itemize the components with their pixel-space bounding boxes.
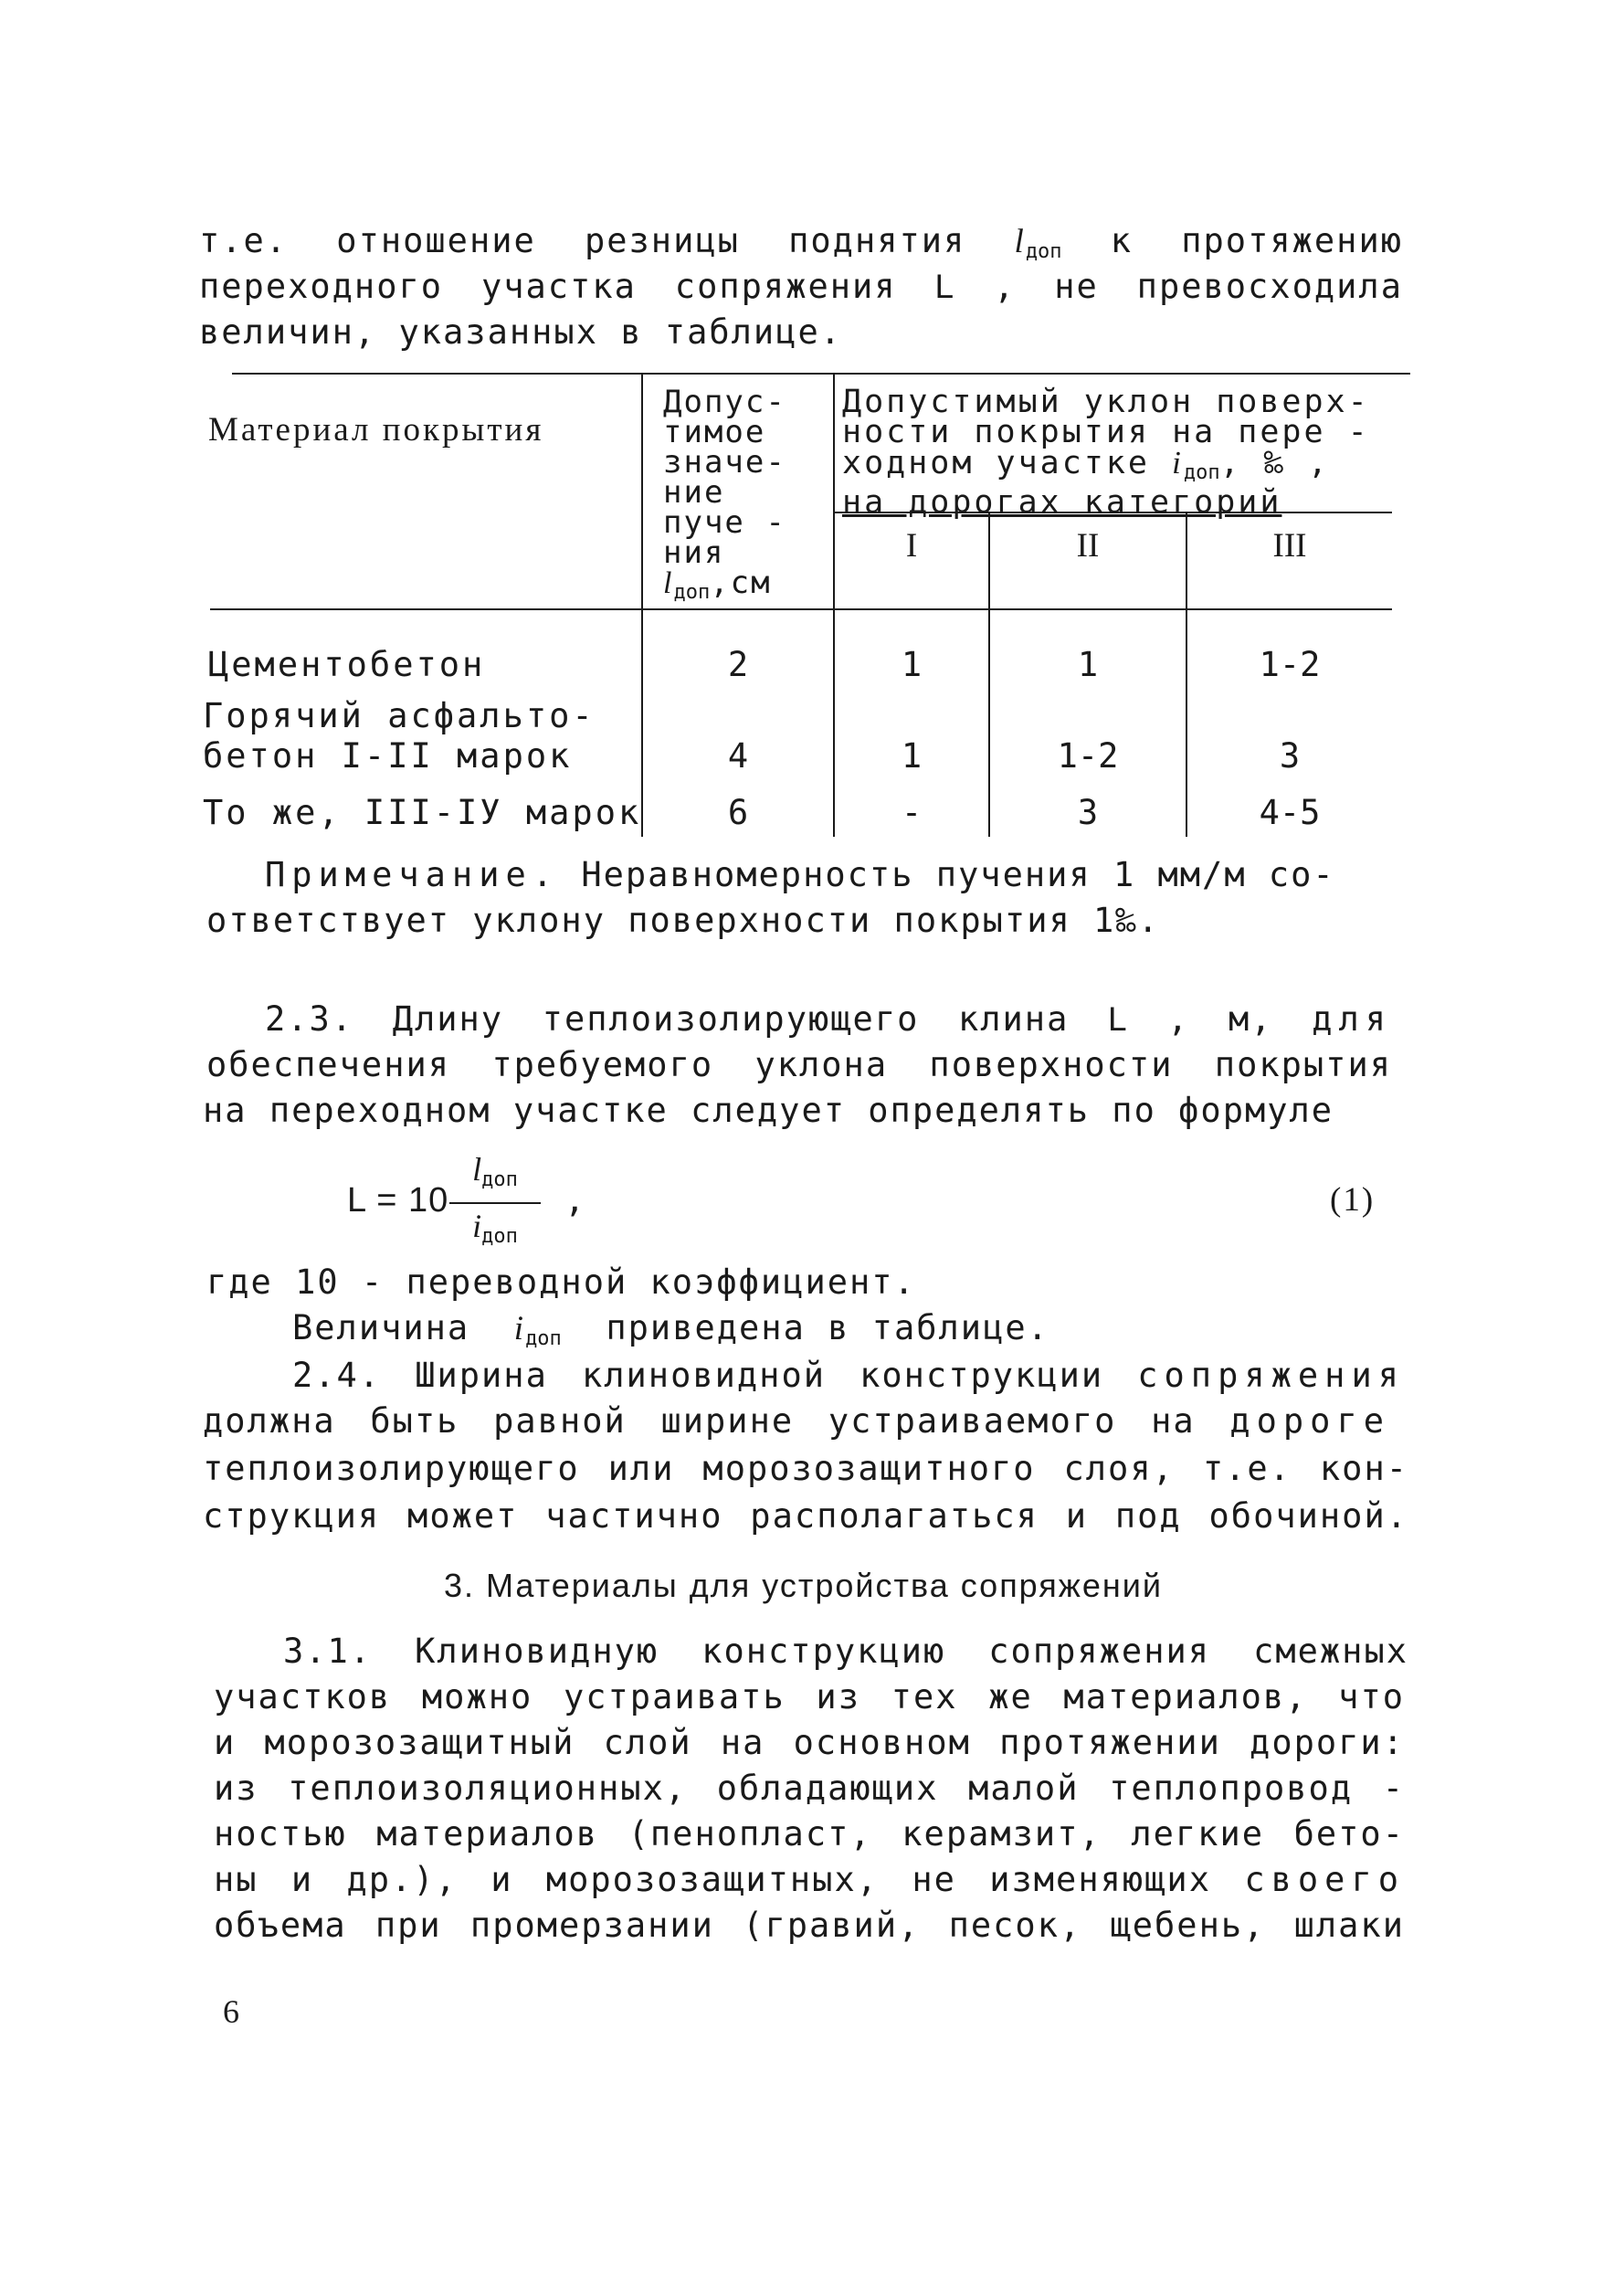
fraction-denominator: $i_{доп}$ <box>472 1208 518 1248</box>
material-line: бетон I-II марок <box>203 736 573 776</box>
p23-text: 2.3. Длину теплоизолирующего клина <box>265 999 1070 1039</box>
p31-line-4 <box>214 1767 1405 1811</box>
after-formula-line-1 <box>206 1261 916 1305</box>
p23-line-2 <box>206 1043 1392 1087</box>
p31-line-6 <box>214 1858 1405 1902</box>
intro-text: т.е. отношение резницы поднятия <box>199 221 966 260</box>
header-line: ния <box>663 534 725 571</box>
after-formula-text: приведена в таблице. <box>606 1308 1049 1347</box>
L-symbol: L <box>1107 1000 1129 1038</box>
header-text: Материал покрытия <box>208 411 544 449</box>
header-line: ние <box>663 474 725 511</box>
intro-text: , не превосходила <box>994 267 1403 306</box>
formula-number: (1) <box>1330 1181 1376 1219</box>
category-2: II <box>1076 527 1100 565</box>
row-3-cat3: 4-5 <box>1259 793 1321 832</box>
row-2-cat2: 1-2 <box>1057 736 1119 776</box>
row-1-cat2: 1 <box>1077 645 1099 684</box>
p31-line-3 <box>214 1721 1405 1765</box>
header-line: значе- <box>663 444 786 481</box>
p24-text: сопряжения <box>1137 1356 1406 1395</box>
intro-line-3 <box>199 311 842 354</box>
p24-text: теплоизолирующего или морозозащитного слоя, т.е. кон- <box>203 1449 1408 1488</box>
p31-text: ны и др.), и морозозащитных, не изменяющих <box>214 1860 1211 1899</box>
formula-fraction <box>449 1149 541 1257</box>
col-slope-header <box>842 384 1370 521</box>
fraction-numerator: $l_{доп}$ <box>472 1151 518 1191</box>
p24-line-2 <box>203 1400 1390 1443</box>
p31-text: и морозозащитный слой на основном протяжении дороги: <box>214 1723 1405 1762</box>
after-formula-line-2 <box>292 1306 1049 1361</box>
header-bottom-rule <box>210 608 1392 610</box>
row-1-cat1: 1 <box>901 645 923 684</box>
p24-line-3 <box>203 1447 1408 1491</box>
l-dop-symbol: $l_{доп}$ <box>1014 223 1062 263</box>
row-1-heave: 2 <box>727 645 749 684</box>
p24-text: должна быть равной ширине устраиваемого на <box>203 1401 1196 1441</box>
header-line: пуче - <box>663 504 786 541</box>
row-2-heave: 4 <box>727 736 749 776</box>
p23-text: для <box>1312 999 1393 1039</box>
note-line-1 <box>265 853 1335 897</box>
after-formula-text: Величина <box>292 1308 470 1347</box>
note-label: Примечание. <box>265 855 560 894</box>
p31-line-1 <box>283 1630 1408 1674</box>
header-line: ности покрытия на пере - <box>842 414 1370 450</box>
row-3-heave: 6 <box>727 793 749 832</box>
header-line: ходном участке $i_{доп}$, ‰ , <box>842 445 1330 484</box>
p31-line-5 <box>214 1812 1405 1856</box>
intro-line-2 <box>199 265 1403 309</box>
p31-text: своего <box>1244 1860 1405 1899</box>
intro-text: переходного участка сопряжения <box>199 267 897 306</box>
L-symbol: L <box>934 268 956 305</box>
row-1-material: Цементобетон <box>208 645 486 684</box>
row-2-cat1: 1 <box>901 736 923 776</box>
table-top-rule <box>232 373 1410 375</box>
row-2-material <box>203 696 596 776</box>
p31-text: из теплоизоляционных, обладающих малой теплопровод - <box>214 1769 1405 1808</box>
row-3-cat1: - <box>901 793 923 832</box>
i-dop-symbol: $i_{доп}$ <box>513 1310 562 1350</box>
intro-text: к протяжению <box>1110 221 1403 260</box>
p23-text: обеспечения требуемого уклона поверхности покрытия <box>206 1045 1392 1084</box>
note-line-2 <box>206 899 1160 943</box>
heading-text: 3. Материалы для устройства сопряжений <box>444 1567 1163 1604</box>
formula-lhs: L = 10 <box>347 1181 449 1220</box>
row-2-cat3: 3 <box>1279 736 1301 776</box>
intro-text: величин, указанных в таблице. <box>199 312 843 352</box>
p24-text: 2.4. Ширина клиновидной конструкции <box>292 1356 1104 1395</box>
row-1-cat3: 1-2 <box>1259 645 1321 684</box>
p31-text: 3.1. Клиновидную конструкцию сопряжения смежных <box>283 1632 1408 1671</box>
fraction-bar <box>449 1202 541 1204</box>
p23-line-3 <box>203 1089 1334 1133</box>
header-line: Допустимый уклон поверх- <box>842 384 1370 420</box>
p31-line-2 <box>214 1675 1405 1719</box>
category-3: III <box>1272 527 1307 565</box>
category-1: I <box>905 527 918 565</box>
header-line: на дорогах категорий <box>842 484 1282 521</box>
p31-text: ностью материалов (пенопласт, керамзит, легкие бето- <box>214 1814 1405 1854</box>
section-3-heading <box>444 1564 1163 1608</box>
after-formula-text: где 10 - переводной коэффициент. <box>206 1262 916 1302</box>
row-3-material: То же, III-IУ марок <box>203 793 642 832</box>
col-heave-header <box>663 384 786 607</box>
header-line: Допус- <box>663 384 786 420</box>
p31-line-7 <box>214 1904 1405 1948</box>
p31-text: участков можно устраивать из тех же материалов, что <box>214 1677 1405 1716</box>
header-unit: $l_{доп},см$ <box>663 565 772 604</box>
p24-line-4 <box>203 1495 1408 1538</box>
note-text: Неравномерность пучения 1 мм/м со- <box>581 855 1335 894</box>
p31-text: объема при промерзании (гравий, песок, щебень, шлаки <box>214 1906 1405 1945</box>
page-number: 6 <box>223 1993 241 2030</box>
p23-line-1 <box>265 998 1392 1041</box>
header-line: тимое <box>663 414 766 450</box>
p24-line-1 <box>292 1354 1405 1398</box>
p24-text: дороге <box>1229 1401 1390 1441</box>
p23-text: на переходном участке следует определять по формуле <box>203 1091 1334 1130</box>
row-3-cat2: 3 <box>1077 793 1099 832</box>
col-material-header <box>208 411 544 449</box>
note-text: ответствует уклону поверхности покрытия 1‰. <box>206 901 1160 940</box>
p24-text: струкция может частично располагаться и под обочиной. <box>203 1496 1408 1536</box>
p23-text: , м, <box>1167 999 1273 1039</box>
formula-comma: , <box>564 1180 587 1220</box>
material-line: Горячий асфальто- <box>203 696 596 735</box>
